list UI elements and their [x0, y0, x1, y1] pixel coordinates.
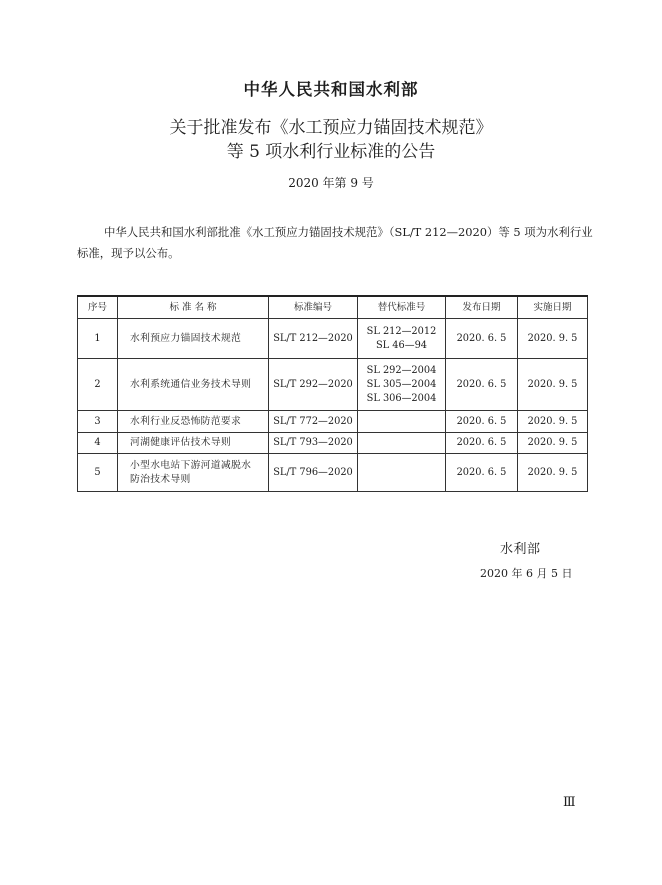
replaced-standard-line: SL 212—2012	[366, 325, 437, 337]
announcement-title-line-1: 关于批准发布《水工预应力锚固技术规范》	[169, 118, 493, 138]
header-replaced-standards: 替代标准号	[358, 296, 446, 319]
cell-issue-date: 2020. 6. 5	[446, 433, 518, 454]
standard-name-line: 水利行业反恐怖防范要求	[130, 415, 242, 427]
header-standard-name: 标 准 名 称	[118, 296, 269, 319]
cell-standard-name	[118, 319, 269, 359]
cell-standard-code: SL/T 292—2020	[269, 359, 358, 411]
cell-standard-code: SL/T 796—2020	[269, 454, 358, 492]
cell-issue-date: 2020. 6. 5	[446, 411, 518, 433]
issuing-authority: 中华人民共和国水利部	[243, 80, 419, 99]
signature-date: 2020 年 6 月 5 日	[480, 567, 573, 580]
signature-issuer: 水利部	[500, 542, 541, 557]
document-number: 2020 年第 9 号	[288, 176, 374, 190]
header-serial-number: 序号	[78, 296, 118, 319]
replaced-standard-line: SL 306—2004	[366, 392, 437, 404]
cell-standard-code: SL/T 793—2020	[269, 433, 358, 454]
replaced-standard-line: SL 292—2004	[366, 364, 437, 376]
standard-name-line: 水利系统通信业务技术导则	[130, 378, 252, 390]
cell-standard-name	[118, 433, 269, 454]
standards-table	[77, 295, 588, 492]
cell-replaced-standards	[358, 359, 446, 411]
cell-replaced-standards	[358, 411, 446, 433]
cell-effective-date: 2020. 9. 5	[518, 433, 588, 454]
replaced-standard-line: SL 46—94	[375, 339, 428, 351]
cell-serial-number: 2	[78, 359, 118, 411]
cell-standard-name	[118, 359, 269, 411]
cell-effective-date: 2020. 9. 5	[518, 411, 588, 433]
table-row	[78, 411, 588, 433]
replaced-standard-line: SL 305—2004	[366, 378, 437, 390]
announcement-title-line-2: 等 5 项水利行业标准的公告	[226, 142, 436, 162]
cell-serial-number: 1	[78, 319, 118, 359]
cell-issue-date: 2020. 6. 5	[446, 454, 518, 492]
header-standard-code: 标准编号	[269, 296, 358, 319]
cell-effective-date: 2020. 9. 5	[518, 359, 588, 411]
table-row	[78, 433, 588, 454]
body-paragraph-line-2: 标准，现予以公布。	[77, 246, 180, 260]
cell-issue-date: 2020. 6. 5	[446, 319, 518, 359]
standard-name-line: 水利预应力锚固技术规范	[130, 332, 242, 344]
body-paragraph-line-1: 中华人民共和国水利部批准《水工预应力锚固技术规范》（SL/T 212—2020）等 5 项为水利行业	[104, 225, 593, 239]
header-effective-date: 实施日期	[518, 296, 588, 319]
cell-effective-date: 2020. 9. 5	[518, 319, 588, 359]
table-row	[78, 359, 588, 411]
page-number: Ⅲ	[563, 795, 576, 810]
table-row	[78, 319, 588, 359]
cell-serial-number: 4	[78, 433, 118, 454]
standard-name-line: 河湖健康评估技术导则	[130, 437, 231, 448]
cell-issue-date: 2020. 6. 5	[446, 359, 518, 411]
standard-name-line: 防治技术导则	[130, 473, 191, 485]
table-row	[78, 454, 588, 492]
cell-replaced-standards	[358, 433, 446, 454]
cell-standard-code: SL/T 212—2020	[269, 319, 358, 359]
cell-effective-date: 2020. 9. 5	[518, 454, 588, 492]
cell-standard-code: SL/T 772—2020	[269, 411, 358, 433]
cell-replaced-standards	[358, 319, 446, 359]
cell-standard-name	[118, 454, 269, 492]
standard-name-line: 小型水电站下游河道减脱水	[130, 459, 252, 471]
cell-serial-number: 5	[78, 454, 118, 492]
cell-standard-name	[118, 411, 269, 433]
cell-replaced-standards	[358, 454, 446, 492]
table-header-row	[78, 296, 588, 319]
header-issue-date: 发布日期	[446, 296, 518, 319]
cell-serial-number: 3	[78, 411, 118, 433]
